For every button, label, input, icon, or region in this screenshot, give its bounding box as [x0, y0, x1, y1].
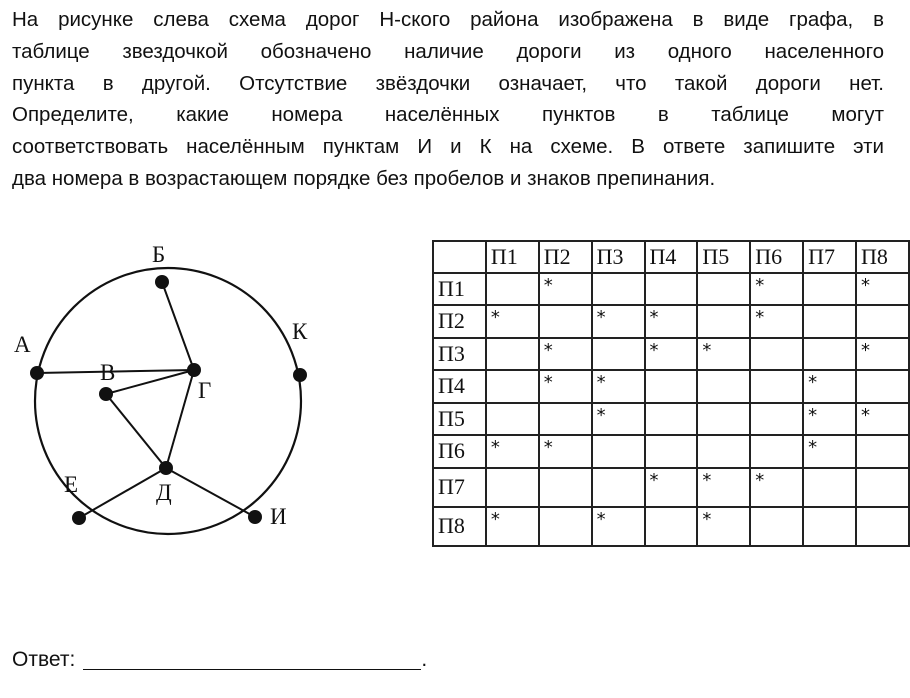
table-cell: [592, 338, 645, 371]
task-line: таблице звездочкой обозначено наличие дороги из одного населенного: [12, 39, 884, 63]
column-header: П1: [486, 241, 539, 273]
graph-vertex-label: В: [100, 360, 116, 385]
graph-vertex-label: Д: [156, 480, 172, 505]
table-cell: [750, 370, 803, 403]
table-cell: [803, 305, 856, 338]
row-header: П3: [433, 338, 486, 371]
table-cell: *: [486, 435, 539, 468]
table-cell: *: [803, 370, 856, 403]
row-header: П2: [433, 305, 486, 338]
graph-vertex: [155, 275, 169, 289]
table-cell: [803, 507, 856, 546]
answer-blank[interactable]: [83, 649, 421, 670]
row-header: П7: [433, 468, 486, 507]
table-cell: [592, 435, 645, 468]
column-header: П6: [750, 241, 803, 273]
table-cell: [539, 305, 592, 338]
graph-vertex: [248, 510, 262, 524]
graph-vertex: [30, 366, 44, 380]
table-header-row: [433, 241, 909, 273]
table-cell: *: [645, 305, 698, 338]
table-cell: [645, 435, 698, 468]
table-row: [433, 468, 909, 507]
graph-edge: [79, 468, 166, 518]
table-cell: [803, 338, 856, 371]
table-cell: *: [592, 305, 645, 338]
row-header: П1: [433, 273, 486, 306]
column-header: П2: [539, 241, 592, 273]
graph-edge: [106, 394, 166, 468]
task-line: пункта в другой. Отсутствие звёздочки означает, что такой дороги нет.: [12, 71, 884, 95]
table-cell: [750, 507, 803, 546]
task-line: два номера в возрастающем порядке без пробелов и знаков препинания.: [12, 166, 716, 190]
table-cell: [803, 468, 856, 507]
table-corner-cell: [433, 241, 486, 273]
graph-vertex-label: А: [14, 332, 31, 357]
table-cell: [539, 507, 592, 546]
table-cell: *: [697, 507, 750, 546]
column-header: П4: [645, 241, 698, 273]
answer-line: [12, 648, 427, 672]
table-row: [433, 338, 909, 371]
table-cell: *: [645, 468, 698, 507]
table-cell: *: [645, 338, 698, 371]
table-cell: [697, 305, 750, 338]
table-cell: *: [856, 403, 909, 436]
table-cell: [697, 403, 750, 436]
table-cell: [750, 338, 803, 371]
table-cell: [592, 273, 645, 306]
table-cell: *: [486, 305, 539, 338]
graph-vertex: [293, 368, 307, 382]
table-cell: *: [750, 305, 803, 338]
road-graph: [0, 230, 420, 560]
table-row: [433, 370, 909, 403]
table-cell: [486, 338, 539, 371]
graph-vertex: [159, 461, 173, 475]
table-cell: [750, 403, 803, 436]
table-cell: *: [803, 435, 856, 468]
graph-vertex: [99, 387, 113, 401]
table-cell: [645, 273, 698, 306]
table-cell: *: [539, 338, 592, 371]
table-cell: [697, 273, 750, 306]
task-text: [12, 4, 884, 195]
table-cell: [856, 370, 909, 403]
table-cell: [486, 403, 539, 436]
table-cell: [697, 435, 750, 468]
table-cell: [486, 273, 539, 306]
graph-edge: [166, 468, 255, 517]
table-cell: *: [750, 468, 803, 507]
table-row: [433, 273, 909, 306]
table-cell: *: [486, 507, 539, 546]
table-row: [433, 507, 909, 546]
table-cell: [856, 305, 909, 338]
graph-edge: [162, 282, 194, 370]
task-line: На рисунке слева схема дорог Н-ского района изображена в виде графа, в: [12, 8, 884, 31]
table-cell: *: [803, 403, 856, 436]
graph-edge: [166, 370, 194, 468]
table-row: [433, 403, 909, 436]
graph-vertex-label: Г: [198, 378, 212, 403]
table-cell: *: [856, 338, 909, 371]
table-cell: *: [697, 338, 750, 371]
task-line: Определите, какие номера населённых пунктов в таблице могут: [12, 103, 884, 127]
answer-terminator: .: [421, 648, 428, 671]
table-cell: [486, 370, 539, 403]
table-row: [433, 435, 909, 468]
graph-vertex-label: И: [270, 504, 287, 529]
graph-vertex-label: Е: [64, 472, 79, 497]
graph-edge: [37, 370, 194, 373]
table-row: [433, 305, 909, 338]
table-cell: *: [539, 370, 592, 403]
answer-label: Ответ:: [12, 648, 76, 671]
table-cell: [750, 435, 803, 468]
row-header: П5: [433, 403, 486, 436]
column-header: П8: [856, 241, 909, 273]
table-cell: [856, 507, 909, 546]
road-table: [432, 240, 910, 547]
table-cell: [539, 403, 592, 436]
table-cell: *: [539, 435, 592, 468]
row-header: П4: [433, 370, 486, 403]
table-cell: *: [539, 273, 592, 306]
row-header: П8: [433, 507, 486, 546]
table-cell: [697, 370, 750, 403]
task-line: соответствовать населённым пунктам И и К на схеме. В ответе запишите эти: [12, 135, 884, 159]
table-cell: *: [592, 403, 645, 436]
table-cell: [539, 468, 592, 507]
table-cell: [856, 435, 909, 468]
column-header: П5: [697, 241, 750, 273]
table-cell: [486, 468, 539, 507]
column-header: П7: [803, 241, 856, 273]
table-cell: [645, 403, 698, 436]
column-header: П3: [592, 241, 645, 273]
table-cell: [592, 468, 645, 507]
table-cell: *: [592, 370, 645, 403]
graph-vertex: [72, 511, 86, 525]
table-cell: *: [750, 273, 803, 306]
graph-vertex-label: Б: [152, 242, 166, 267]
graph-vertex: [187, 363, 201, 377]
table-cell: *: [697, 468, 750, 507]
table-cell: [645, 507, 698, 546]
table-cell: [803, 273, 856, 306]
graph-vertex-label: К: [292, 319, 308, 344]
graph-edge: [106, 370, 194, 394]
table-cell: [645, 370, 698, 403]
table-cell: [856, 468, 909, 507]
table-cell: *: [856, 273, 909, 306]
row-header: П6: [433, 435, 486, 468]
table-cell: *: [592, 507, 645, 546]
